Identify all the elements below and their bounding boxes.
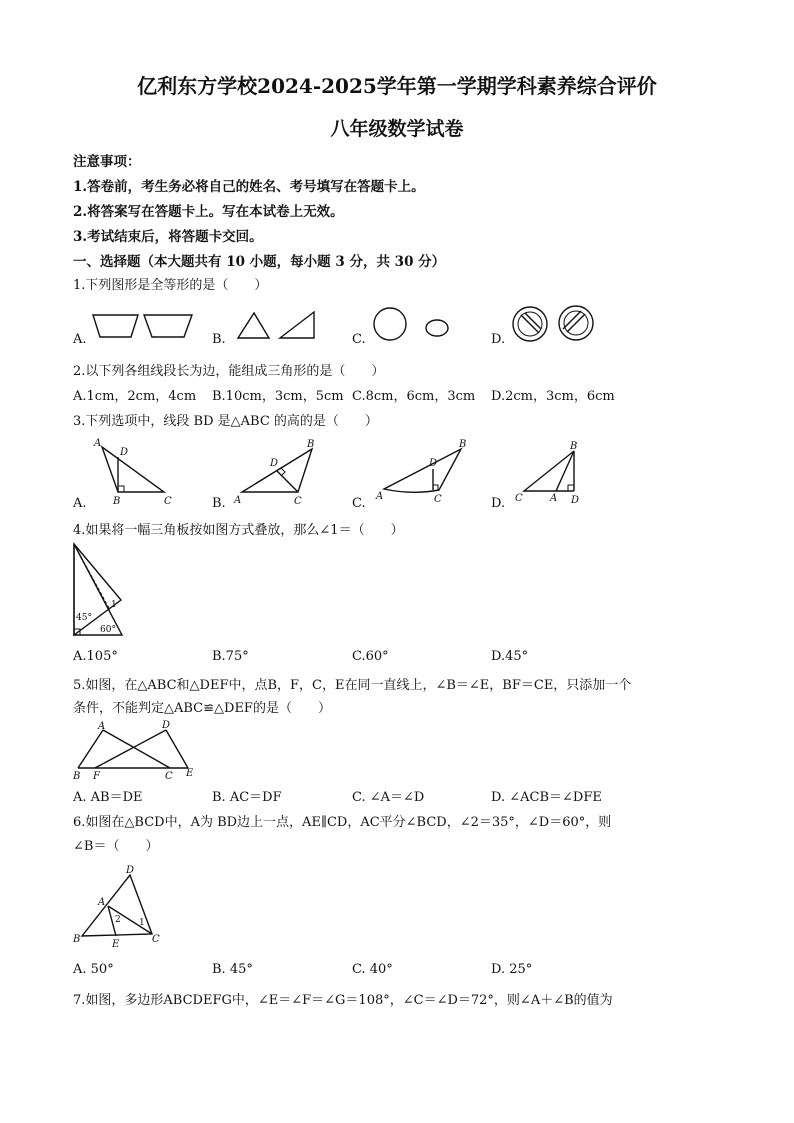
svg-text:C: C xyxy=(165,771,173,782)
question-6-stem-line2: ∠B＝（ ） xyxy=(73,839,159,854)
q4-angle-45: 45° xyxy=(76,613,92,623)
svg-text:B: B xyxy=(73,934,81,945)
q5-option-c: C. ∠A＝∠D xyxy=(352,790,425,805)
q3-figure-a xyxy=(88,435,183,507)
svg-text:C: C xyxy=(434,494,442,505)
q1-figure-b-triangles xyxy=(232,305,332,345)
q4-angle-60: 60° xyxy=(100,625,116,635)
note-3: 3.考试结束后，将答题卡交回。 xyxy=(73,229,263,245)
q1-figure-c-circles xyxy=(370,302,460,346)
note-1: 1.答卷前，考生务必将自己的姓名、考号填写在答题卡上。 xyxy=(73,179,425,195)
q3-figure-c xyxy=(372,435,472,507)
note-2: 2.将答案写在答题卡上。写在本试卷上无效。 xyxy=(73,204,344,220)
q1-option-a-label: A. xyxy=(73,332,87,347)
q3-option-c-label: C. xyxy=(352,496,366,511)
svg-text:B: B xyxy=(113,496,121,507)
question-7-stem: 7.如图，多边形ABCDEFG中，∠E＝∠F＝∠G＝108°，∠C＝∠D＝72°，则∠A＋∠B的值为 xyxy=(73,993,613,1008)
q6-option-b: B. 45° xyxy=(212,962,253,977)
exam-subtitle: 八年级数学试卷 xyxy=(330,118,464,140)
svg-text:A: A xyxy=(98,897,106,908)
svg-text:C: C xyxy=(164,496,172,507)
svg-text:2: 2 xyxy=(115,915,121,925)
q6-option-d: D. 25° xyxy=(491,962,533,977)
q4-option-b: B.75° xyxy=(212,649,249,664)
exam-title: 亿利东方学校2024-2025学年第一学期学科素养综合评价 xyxy=(137,74,657,98)
q4-figure-set-squares xyxy=(70,540,130,640)
svg-text:C: C xyxy=(294,496,302,507)
q3-option-a-label: A. xyxy=(73,496,87,511)
q2-option-b: B.10cm，3cm，5cm xyxy=(212,389,344,404)
q5-figure-triangles xyxy=(70,716,200,782)
question-1-stem: 1.下列图形是全等形的是（ ） xyxy=(73,278,268,293)
q1-option-c-label: C. xyxy=(352,332,366,347)
q6-option-a: A. 50° xyxy=(73,962,114,977)
question-3-stem: 3.下列选项中，线段 BD 是△ABC 的高的是（ ） xyxy=(73,414,378,429)
svg-text:E: E xyxy=(186,768,194,779)
question-5-stem-line1: 5.如图，在△ABC和△DEF中，点B，F，C，E在同一直线上，∠B＝∠E，BF＝CE，只添加一个 xyxy=(73,678,632,693)
svg-text:B: B xyxy=(459,439,467,450)
svg-text:D: D xyxy=(120,447,129,458)
question-4-stem: 4.如果将一幅三角板按如图方式叠放，那么∠1＝（ ） xyxy=(73,523,404,538)
question-6-stem-line1: 6.如图在△BCD中，A为 BD边上一点，AE∥CD，AC平分∠BCD，∠2＝35°，∠D＝60°，则 xyxy=(73,815,612,830)
svg-text:A: A xyxy=(550,493,558,504)
svg-text:F: F xyxy=(93,771,100,782)
q4-option-c: C.60° xyxy=(352,649,389,664)
svg-text:D: D xyxy=(571,495,580,506)
q5-option-b: B. AC＝DF xyxy=(212,790,282,805)
svg-text:A: A xyxy=(376,491,384,502)
q3-option-d-label: D. xyxy=(491,496,506,511)
svg-text:A: A xyxy=(98,721,106,732)
q1-figure-d-prohibit-signs xyxy=(508,302,598,346)
q4-option-d: D.45° xyxy=(491,649,529,664)
q4-option-a: A.105° xyxy=(73,649,118,664)
q6-figure-triangle xyxy=(70,862,170,952)
svg-text:1: 1 xyxy=(139,918,145,928)
question-5-stem-line2: 条件，不能判定△ABC≌△DEF的是（ ） xyxy=(73,701,331,716)
q4-angle-1: 1 xyxy=(111,600,117,610)
svg-text:C: C xyxy=(152,934,160,945)
q5-option-a: A. AB＝DE xyxy=(73,790,143,805)
q3-option-b-label: B. xyxy=(212,496,226,511)
svg-text:A: A xyxy=(94,438,102,449)
q2-option-a: A.1cm，2cm，4cm xyxy=(73,389,197,404)
q3-figure-b xyxy=(230,435,325,507)
question-2-stem: 2.以下列各组线段长为边，能组成三角形的是（ ） xyxy=(73,364,385,379)
svg-text:B: B xyxy=(73,771,81,782)
svg-text:E: E xyxy=(112,939,120,950)
q3-figure-d xyxy=(512,435,612,507)
q6-option-c: C. 40° xyxy=(352,962,393,977)
notes-heading: 注意事项： xyxy=(73,154,141,170)
q2-option-d: D.2cm，3cm，6cm xyxy=(491,389,615,404)
section-heading: 一、选择题（本大题共有 10 小题，每小题 3 分，共 30 分） xyxy=(73,254,446,270)
svg-text:A: A xyxy=(234,495,242,506)
svg-text:B: B xyxy=(570,441,578,452)
svg-text:B: B xyxy=(307,439,315,450)
svg-text:D: D xyxy=(126,865,135,876)
q1-option-d-label: D. xyxy=(491,332,506,347)
q2-option-c: C.8cm，6cm，3cm xyxy=(352,389,476,404)
q1-option-b-label: B. xyxy=(212,332,226,347)
svg-text:D: D xyxy=(162,720,171,731)
svg-text:D: D xyxy=(270,458,279,469)
q5-option-d: D. ∠ACB＝∠DFE xyxy=(491,790,602,805)
q1-figure-a-trapezoids xyxy=(88,305,208,345)
svg-text:C: C xyxy=(515,493,523,504)
svg-text:D: D xyxy=(429,458,438,469)
